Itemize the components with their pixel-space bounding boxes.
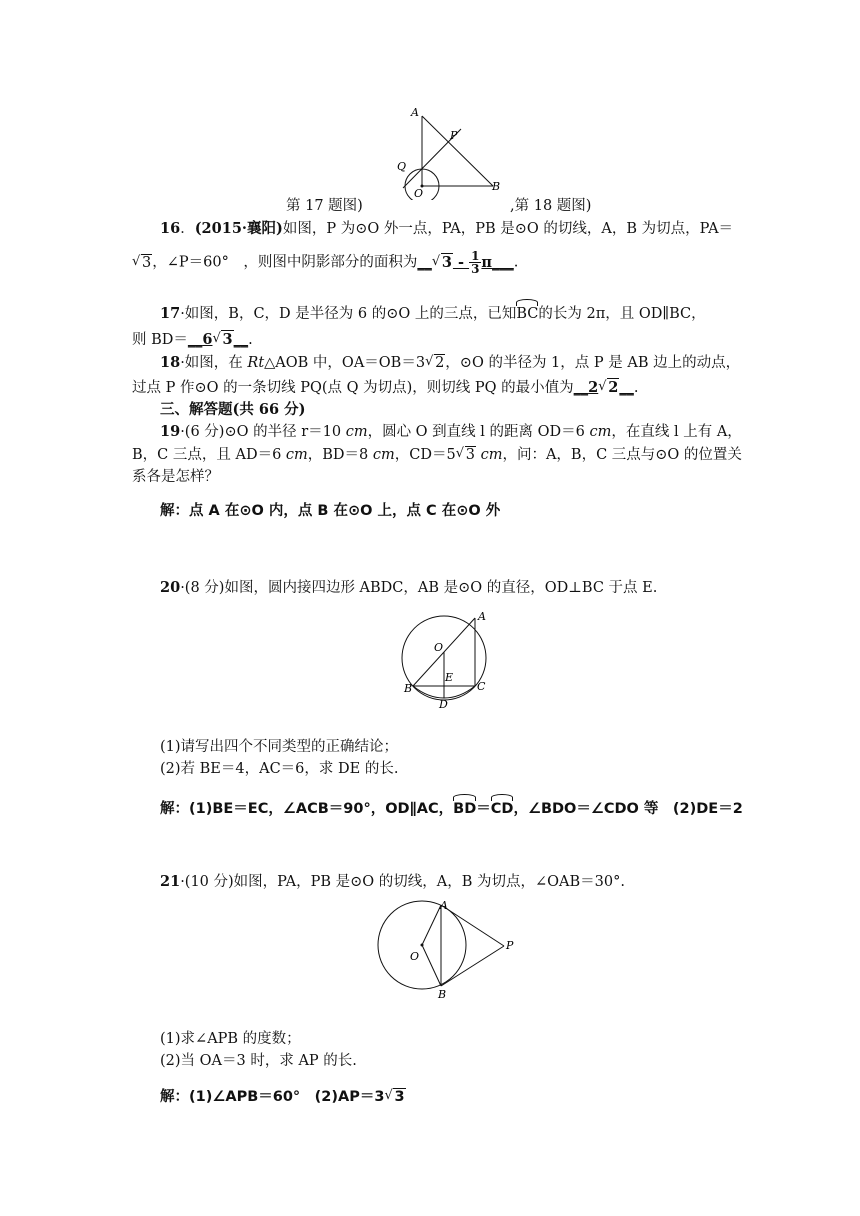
fig21-label-P: P <box>506 939 514 952</box>
q17-answer: __6√ 3__ <box>188 331 248 348</box>
q16-answer: __√ 3 - $\frac{1}{3}$ π___ <box>417 254 513 271</box>
q21-number: 21 <box>160 873 181 890</box>
fig21-label-A: A <box>440 900 448 912</box>
question-19-line1: 19·(6 分)⊙O 的半径 r＝10 cm，圆心 O 到直线 l 的距离 OD＝6 cm，在直线 l 上有 A， <box>160 423 742 440</box>
question-19-line3: 系各是怎样？ <box>132 469 219 485</box>
q16-text2: ，∠P＝60° ，则图中阴影部分的面积为 <box>152 254 418 271</box>
q16-sqrt3: √ 3 <box>132 252 152 274</box>
question-20-answer: 解：(1)BE＝EC，∠ACB＝90°，OD∥AC，BD＝CD，∠BDO＝∠CDO 等 (2)DE＝2 <box>160 798 743 820</box>
question-17-line1: 17·如图，B，C，D 是半径为 6 的⊙O 上的三点，已知BC的长为 2π，且 OD∥BC， <box>160 303 706 325</box>
figure-18 <box>395 104 507 200</box>
fig20-label-E: E <box>445 671 454 684</box>
q17-number: 17 <box>160 305 181 322</box>
q16-source: (2015·襄阳) <box>194 220 283 237</box>
q20-arc-bd: BD <box>453 798 476 820</box>
q20-arc-cd: CD <box>491 798 514 820</box>
fig20-label-D: D <box>439 698 448 708</box>
question-18-line1: 18·如图，在 Rt△AOB 中，OA＝OB＝3√ 2，⊙O 的半径为 1，点 P 是 AB 边上的动点， <box>160 352 740 374</box>
question-20-sub1: (1)请写出四个不同类型的正确结论； <box>160 739 399 755</box>
q20-number: 20 <box>160 579 181 596</box>
question-16-line2: √ 3，∠P＝60° ，则图中阴影部分的面积为__√ 3 - $\frac{1}{3}$ π___. <box>132 250 518 275</box>
fig18-label-P: P <box>450 129 458 142</box>
question-17-line2: 则 BD＝__6√ 3__. <box>132 329 253 351</box>
figure-18-caption <box>510 194 591 215</box>
fig18-label-O: O <box>414 187 424 200</box>
fig18-label-B: B <box>492 180 501 193</box>
fig21-label-B: B <box>438 988 447 1000</box>
question-21-answer: 解：(1)∠APB＝60° (2)AP＝3√ 3 <box>160 1086 406 1108</box>
q19-number: 19 <box>160 423 181 440</box>
figure-17-caption <box>286 194 363 215</box>
question-21-sub1: (1)求∠APB 的度数； <box>160 1031 301 1047</box>
fig21-label-O: O <box>410 950 420 963</box>
fig20-label-B: B <box>404 682 413 695</box>
fig20-label-C: C <box>477 680 486 693</box>
question-20-sub2: (2)若 BE＝4，AC＝6，求 DE 的长. <box>160 761 399 777</box>
question-21-line1: 21·(10 分)如图，PA，PB 是⊙O 的切线，A，B 为切点，∠OAB＝30°. <box>160 873 625 890</box>
fig18-label-Q: Q <box>397 160 407 173</box>
question-20-line1: 20·(8 分)如图，圆内接四边形 ABDC，AB 是⊙O 的直径，OD⊥BC 于点 E. <box>160 579 658 596</box>
question-19-line2: B，C 三点，且 AD＝6 cm，BD＝8 cm，CD＝5√ 3 cm，问：A，B，C 三点与⊙O 的位置关 <box>132 444 742 466</box>
figure-20 <box>398 604 498 708</box>
q18-number: 18 <box>160 354 181 371</box>
question-16-line1: 16．(2015·襄阳)如图，P 为⊙O 外一点，PA，PB 是⊙O 的切线，A，B 为切点，PA＝ <box>160 220 734 237</box>
fig20-label-A: A <box>478 610 486 623</box>
fig18-caption-text: ,第 18 题图) <box>510 198 592 214</box>
q16-number: 16 <box>160 220 181 237</box>
question-19-answer: 解：点 A 在⊙O 内，点 B 在⊙O 上，点 C 在⊙O 外 <box>160 503 501 519</box>
fig18-label-A: A <box>411 106 419 119</box>
q16-text1: 如图，P 为⊙O 外一点，PA，PB 是⊙O 的切线，A，B 为切点，PA＝ <box>282 221 734 237</box>
fig17-caption-text: 第 17 题图) <box>286 198 363 214</box>
figure-21 <box>372 900 520 1000</box>
q17-arc-bc: BC <box>516 303 538 325</box>
fig20-label-O: O <box>434 641 444 654</box>
section-3-heading: 三、解答题(共 66 分) <box>160 401 306 418</box>
question-21-sub2: (2)当 OA＝3 时，求 AP 的长. <box>160 1053 357 1069</box>
question-18-line2: 过点 P 作⊙O 的一条切线 PQ(点 Q 为切点)，则切线 PQ 的最小值为__2√ 2__. <box>132 377 638 399</box>
q18-answer: __2√ 2__ <box>574 379 634 396</box>
